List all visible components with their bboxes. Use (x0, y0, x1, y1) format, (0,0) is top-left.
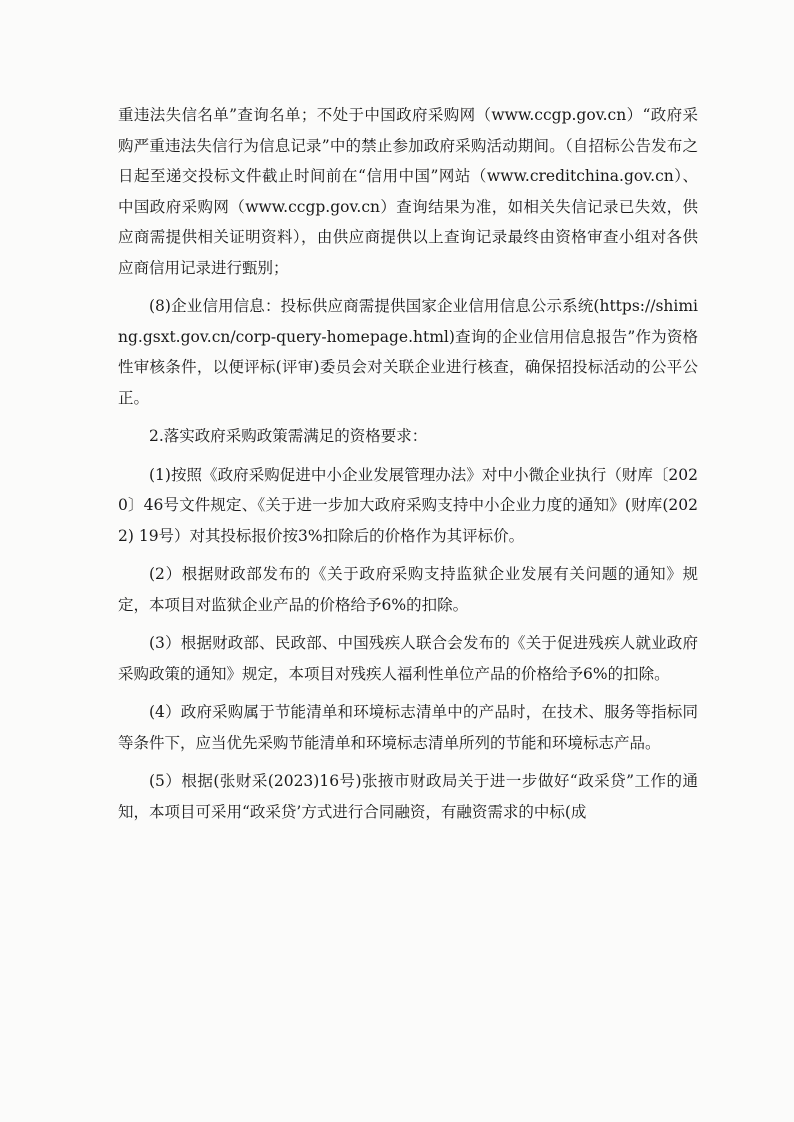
paragraph-prison-enterprise-deduction: (2）根据财政部发布的《关于政府采购支持监狱企业发展有关问题的通知》规定，本项目对监狱企业产品的价格给予6%的扣除。 (118, 565, 698, 614)
paragraph-enterprise-credit-info: (8)企业信用信息：投标供应商需提供国家企业信用信息公示系统(https://shiming.gsxt.gov.cn/corp-query-homepage.html)查询的企业信用信息报告”作为资格性审核条件，以便评标(评审)委员会对关联企业进行核查，确保招投标活动的公平公正。 (118, 297, 698, 407)
paragraph-sme-price-deduction: (1)按照《政府采购促进中小企业发展管理办法》对中小微企业执行（财库〔2020〕46号文件规定、《关于进一步加大政府采购支持中小企业力度的通知》(财库(2022) 19号）对其投标报价按3%扣除后的价格作为其评标价。 (118, 465, 698, 545)
paragraph-procurement-loan: (5）根据(张财采(2023)16号)张掖市财政局关于进一步做好“政采贷”工作的通知，本项目可采用“政采贷’方式进行合同融资，有融资需求的中标(成 (118, 772, 698, 821)
paragraph-disabled-welfare-deduction: (3）根据财政部、民政部、中国残疾人联合会发布的《关于促进残疾人就业政府采购政策的通知》规定，本项目对残疾人福利性单位产品的价格给予6%的扣除。 (118, 634, 698, 683)
section-heading-policy-requirements: 2.落实政府采购政策需满足的资格要求： (149, 427, 428, 445)
paragraph-credit-list-continued: 重违法失信名单”查询名单；不处于中国政府采购网（www.ccgp.gov.cn）“政府采购严重违法失信行为信息记录”中的禁止参加政府采购活动期间。（自招标公告发布之日起至递交投标文件截止时间前在“信用中国”网站（www.creditchina.gov.cn）、中国政府采购网（www.ccgp.gov.cn）查询结果为准，如相关失信记录已失效，供应商需提供相关证明资料），由供应商提供以上查询记录最终由资格审查小组对各供应商信用记录进行甄别； (118, 106, 698, 277)
paragraph-energy-environment-priority: (4）政府采购属于节能清单和环境标志清单中的产品时，在技术、服务等指标同等条件下，应当优先采购节能清单和环境标志清单所列的节能和环境标志产品。 (118, 703, 698, 752)
